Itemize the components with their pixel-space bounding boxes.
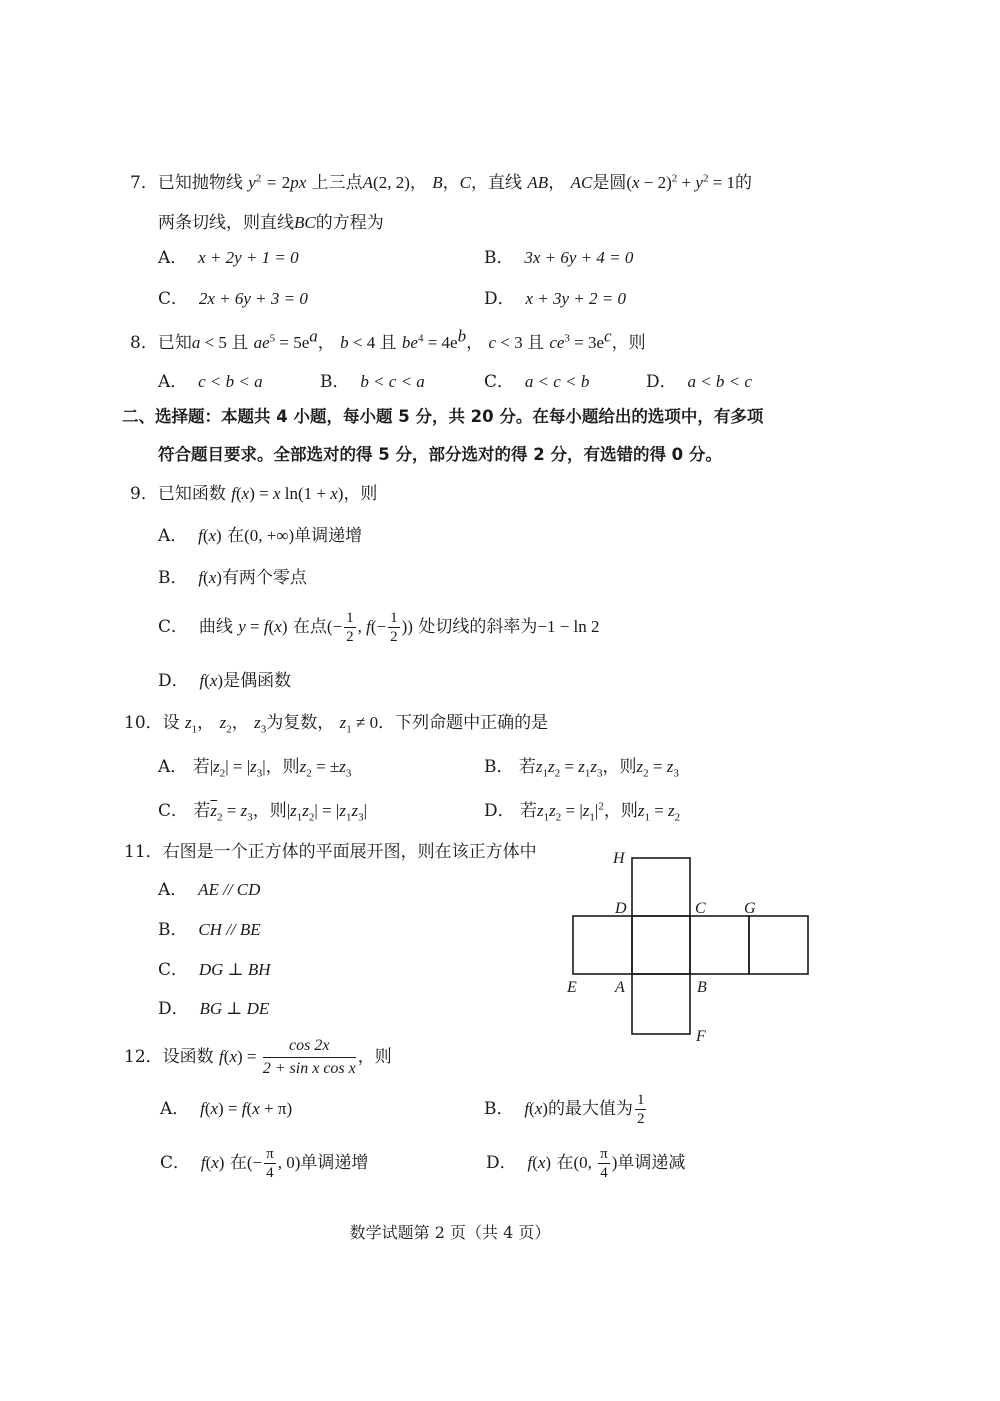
- q11-option-d[interactable]: D． BG ⊥ DE: [158, 999, 270, 1019]
- vertex-label-g: G: [744, 900, 756, 917]
- q11-line1: 11．右图是一个正方体的平面展开图，则在该正方体中: [124, 842, 537, 862]
- q10-option-a[interactable]: A． 若$|z_2| = |z_3|$，则$z_2 = \pm z_3$: [158, 757, 352, 780]
- net-face-left: [573, 916, 632, 974]
- q10-option-d[interactable]: D． 若$z_1z_2 = |z_1|^2$，则$z_1 = z_2$: [484, 800, 681, 824]
- q7-option-a[interactable]: A． x + 2y + 1 = 0: [158, 248, 299, 268]
- net-face-bottom: [632, 974, 690, 1034]
- net-face-center: [632, 916, 690, 974]
- q7-line2: 两条切线，则直线BC的方程为: [158, 213, 384, 233]
- vertex-label-h: H: [613, 850, 625, 867]
- section-2-line1: 二、选择题：本题共 4 小题，每小题 5 分，共 20 分。在每小题给出的选项中，有多项: [122, 407, 764, 426]
- section-2-line2: 符合题目要求。全部选对的得 5 分，部分选对的得 2 分，有选错的得 0 分。: [158, 445, 722, 464]
- q9-option-d[interactable]: D． f(x)是偶函数: [158, 671, 292, 691]
- page-footer: 数学试题第 2 页（共 4 页）: [349, 1223, 551, 1242]
- net-face-right: [690, 916, 749, 974]
- vertex-label-b: B: [697, 979, 707, 996]
- q11-option-c[interactable]: C． DG ⊥ BH: [158, 960, 271, 980]
- q8-option-c[interactable]: C． a < c < b: [484, 372, 590, 392]
- q9-option-c[interactable]: C． 曲线 y = f(x) 在点(− $\frac{1}{2}$ , f(− $\frac{1}{2}$ )) 处切线的斜率为−1 − ln 2: [158, 610, 600, 645]
- q12-option-b[interactable]: B． f(x)的最大值为 $\frac{1}{2}$: [484, 1092, 645, 1127]
- q7-option-d[interactable]: D． x + 3y + 2 = 0: [484, 289, 626, 309]
- q9-option-b[interactable]: B． f(x)有两个零点: [158, 568, 307, 588]
- vertex-label-f: F: [696, 1028, 706, 1045]
- q8-option-d[interactable]: D． a < b < c: [646, 372, 752, 392]
- q9-option-a[interactable]: A． f(x) 在(0, +∞)单调递增: [158, 526, 363, 546]
- net-face-far-right: [749, 916, 808, 974]
- q12-line1: 12．设函数 f(x) = $\frac{\cos 2x}{\text{2 + sin x cos x}}$ ，则: [124, 1037, 392, 1077]
- q11-option-b[interactable]: B． CH // BE: [158, 920, 261, 940]
- vertex-label-d: D: [615, 900, 627, 917]
- q8-option-a[interactable]: A． c < b < a: [158, 372, 263, 392]
- cube-net-figure: [550, 840, 820, 1050]
- q10-option-c[interactable]: C． 若$\overline{z}_2 = z_3$，则$|z_1z_2| = |z_1z_3|$: [158, 801, 367, 824]
- vertex-label-e: E: [567, 979, 577, 996]
- q8-option-b[interactable]: B． b < c < a: [320, 372, 425, 392]
- q7-option-c[interactable]: C． 2x + 6y + 3 = 0: [158, 289, 308, 309]
- q12-option-d[interactable]: D． f(x) 在(0, $\frac{\pi}{4}$ )单调递减: [486, 1146, 686, 1181]
- q12-option-a[interactable]: A． f(x) = f(x + π): [160, 1099, 293, 1119]
- q7-option-b[interactable]: B． 3x + 6y + 4 = 0: [484, 248, 634, 268]
- q7-line1: 7．已知抛物线 $y^2 = 2px$ 上三点A(2, 2)， B，C，直线 AB， AC是圆$(x - 2)^2 + y^2 = 1$的: [130, 172, 753, 193]
- q11-option-a[interactable]: A． AE // CD: [158, 880, 261, 900]
- vertex-label-a: A: [615, 979, 625, 996]
- q9-line1: 9．已知函数 f(x) = x ln(1 + x)，则: [130, 484, 378, 504]
- net-face-top: [632, 858, 690, 916]
- q10-line1: 10．设 $z_1$， $z_2$， $z_3$为复数， $z_1 \ne 0$．下列命题中正确的是: [124, 713, 549, 736]
- q12-option-c[interactable]: C． f(x) 在(− $\frac{\pi}{4}$ , 0)单调递增: [160, 1146, 369, 1181]
- vertex-label-c: C: [695, 900, 706, 917]
- q10-option-b[interactable]: B． 若$z_1z_2 = z_1z_3$，则$z_2 = z_3$: [484, 757, 679, 780]
- q8-line1: 8．已知a < 5 且 $ae^5 = 5e^a$， b < 4 且 $be^4 = 4e^b$， c < 3 且 $ce^3 = 3e^c$，则: [130, 326, 646, 353]
